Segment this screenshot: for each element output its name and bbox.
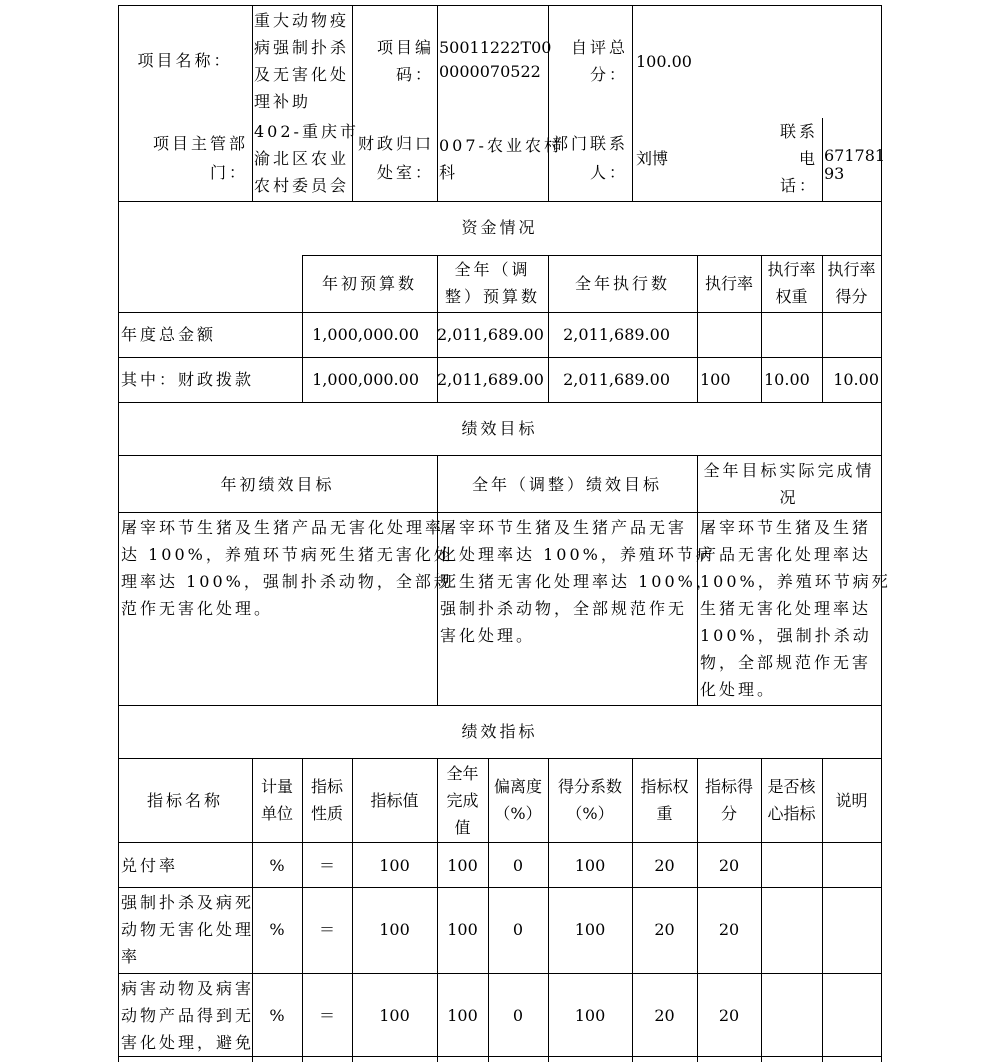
project-name-line-4: 理补助 — [254, 92, 312, 111]
funds-row-fiscal-weight: 10.00 — [764, 370, 810, 389]
goals-adjusted-line-5: 害化处理。 — [440, 626, 536, 645]
contact-label-line-2: 人： — [589, 163, 628, 182]
ind-header-unit-line-2: 单位 — [260, 804, 293, 823]
ind-header-name: 指标名称 — [146, 791, 223, 810]
project-name-line-1: 重大动物疫 — [254, 11, 350, 30]
ind-row-2-weight: 20 — [654, 920, 675, 939]
ind-row-1-value: 100 — [379, 856, 410, 875]
finance-label-line-1: 财政归口 — [357, 134, 434, 153]
ind-header-core-line-2: 心指标 — [767, 804, 816, 823]
self-score-label-line-2: 分： — [589, 65, 628, 84]
funds-header-rate-weight-line-2: 权重 — [775, 287, 808, 306]
finance-label-line-2: 处室： — [376, 163, 434, 182]
funds-header-adjusted-line-1: 全年（调 — [454, 260, 531, 279]
funds-header-executed: 全年执行数 — [574, 274, 670, 293]
ind-row-3-weight: 20 — [654, 1006, 675, 1025]
dept-label-line-2: 门： — [209, 163, 248, 182]
ind-header-deviation-line-1: 偏离度 — [493, 777, 542, 796]
goals-header-actual-line-2: 况 — [779, 488, 799, 507]
goals-initial-line-1: 屠宰环节生猪及生猪产品无害化处理率 — [121, 518, 445, 537]
project-name-line-3: 及无害化处 — [254, 65, 350, 84]
ind-header-coef-line-2: （%） — [566, 804, 614, 823]
ind-row-2-name-line-2: 动物无害化处理 — [121, 920, 255, 939]
funds-section-title: 资金情况 — [461, 218, 538, 237]
goals-actual-line-7: 化处理。 — [700, 680, 777, 699]
funds-header-adjusted-line-2: 整）预算数 — [444, 287, 540, 306]
phone-label-line-3: 话： — [779, 176, 818, 195]
goals-actual-line-6: 物，全部规范作无害 — [700, 653, 872, 672]
goals-initial-line-4: 范作无害化处理。 — [121, 599, 274, 618]
phone-line-1: 671781 — [824, 146, 886, 165]
goals-actual-line-3: 100%，养殖环节病死 — [700, 572, 891, 591]
ind-header-unit-line-1: 计量 — [260, 777, 293, 796]
ind-row-2-coef: 100 — [574, 920, 606, 939]
ind-row-1-unit: % — [269, 856, 285, 875]
goals-header-adjusted: 全年（调整）绩效目标 — [471, 475, 662, 494]
funds-row-fiscal-label: 其中：财政拨款 — [121, 370, 255, 389]
indicators-section-title: 绩效指标 — [461, 722, 538, 741]
ind-row-3-coef: 100 — [574, 1006, 606, 1025]
phone-line-2: 93 — [824, 164, 845, 183]
ind-row-1-coef: 100 — [574, 856, 606, 875]
contact-value: 刘博 — [636, 149, 669, 168]
project-code-line-1: 50011222T00 — [439, 38, 552, 57]
ind-row-2-score: 20 — [718, 920, 740, 939]
phone-label-line-1: 联系 — [779, 122, 818, 141]
ind-header-nature-line-2: 性质 — [310, 804, 343, 823]
ind-row-2-unit: % — [269, 920, 285, 939]
project-name-label: 项目名称： — [137, 51, 233, 70]
finance-line-2: 科 — [439, 163, 459, 182]
ind-row-3-unit: % — [269, 1006, 285, 1025]
goals-header-actual-line-1: 全年目标实际完成情 — [703, 461, 875, 480]
goals-adjusted-line-4: 强制扑杀动物，全部规范作无 — [440, 599, 688, 618]
goals-initial-line-2: 达 100%，养殖环节病死生猪无害化处 — [121, 545, 453, 564]
funds-header-rate-score-line-2: 得分 — [835, 287, 868, 306]
project-code-line-2: 0000070522 — [439, 62, 541, 81]
goals-adjusted-line-1: 屠宰环节生猪及生猪产品无害 — [440, 518, 688, 537]
ind-row-1-weight: 20 — [654, 856, 675, 875]
ind-row-3-name-line-3: 害化处理，避免 — [121, 1033, 255, 1052]
ind-row-2-nature: ＝ — [318, 920, 335, 939]
ind-row-3-name-line-1: 病害动物及病害 — [121, 979, 255, 998]
ind-row-3-nature: ＝ — [318, 1006, 335, 1025]
contact-label-line-1: 部门联系 — [551, 134, 628, 153]
ind-row-2-deviation: 0 — [512, 920, 524, 939]
ind-header-coef-line-1: 得分系数 — [557, 777, 622, 796]
goals-actual-line-2: 产品无害化处理率达 — [700, 545, 872, 564]
ind-row-3-score: 20 — [718, 1006, 740, 1025]
self-score-label-line-1: 自评总 — [570, 38, 628, 57]
ind-row-3-completed: 100 — [447, 1006, 478, 1025]
ind-row-3-value: 100 — [379, 1006, 410, 1025]
ind-header-weight-line-1: 指标权 — [640, 777, 689, 796]
funds-header-initial: 年初预算数 — [321, 274, 417, 293]
ind-row-2-name-line-1: 强制扑杀及病死 — [121, 893, 255, 912]
ind-row-1-deviation: 0 — [512, 856, 524, 875]
ind-header-completed-line-1: 全年 — [446, 764, 479, 783]
ind-header-weight-line-2: 重 — [656, 804, 673, 823]
ind-row-1-completed: 100 — [447, 856, 478, 875]
funds-row-total-label: 年度总金额 — [121, 325, 217, 344]
funds-row-fiscal-rate: 100 — [700, 370, 731, 389]
project-code-label-line-1: 项目编 — [376, 38, 434, 57]
funds-row-fiscal-initial: 1,000,000.00 — [312, 370, 419, 389]
dept-label-line-1: 项目主管部 — [152, 134, 248, 153]
funds-row-total-initial: 1,000,000.00 — [312, 325, 419, 344]
ind-row-2-value: 100 — [379, 920, 410, 939]
funds-row-total-executed: 2,011,689.00 — [563, 325, 670, 344]
goals-header-initial: 年初绩效目标 — [220, 475, 335, 494]
ind-row-2-name-line-3: 率 — [121, 947, 141, 966]
goals-adjusted-line-3: 死生猪无害化处理率达 100%， — [440, 572, 715, 591]
ind-header-core-line-1: 是否核 — [767, 777, 816, 796]
ind-row-1-score: 20 — [718, 856, 740, 875]
dept-line-3: 农村委员会 — [254, 176, 350, 195]
ind-row-1-name-line-1: 兑付率 — [121, 856, 179, 875]
project-code-label-line-2: 码： — [395, 65, 434, 84]
ind-header-note: 说明 — [835, 791, 868, 810]
ind-header-deviation-line-2: （%） — [494, 804, 542, 823]
self-score-value: 100.00 — [636, 52, 692, 71]
funds-row-fiscal-score: 10.00 — [833, 370, 879, 389]
goals-actual-line-4: 生猪无害化处理率达 — [700, 599, 872, 618]
ind-header-completed-line-2: 完成 — [446, 791, 479, 810]
ind-row-3-name-line-2: 动物产品得到无 — [121, 1006, 255, 1025]
funds-header-rate: 执行率 — [704, 274, 753, 293]
funds-row-fiscal-executed: 2,011,689.00 — [563, 370, 670, 389]
funds-header-rate-weight-line-1: 执行率 — [767, 260, 816, 279]
ind-row-3-deviation: 0 — [512, 1006, 524, 1025]
ind-header-completed-line-3: 值 — [454, 818, 471, 837]
funds-row-fiscal-adjusted: 2,011,689.00 — [437, 370, 544, 389]
dept-line-1: 402-重庆市 — [254, 122, 359, 141]
finance-line-1: 007-农业农村 — [439, 136, 563, 155]
funds-header-rate-score-line-1: 执行率 — [827, 260, 876, 279]
ind-header-score-line-2: 分 — [720, 804, 737, 823]
ind-header-score-line-1: 指标得 — [704, 777, 753, 796]
goals-initial-line-3: 理率达 100%，强制扑杀动物，全部规 — [121, 572, 453, 591]
goals-actual-line-5: 100%，强制扑杀动 — [700, 626, 872, 645]
ind-header-value: 指标值 — [370, 791, 419, 810]
funds-row-total-adjusted: 2,011,689.00 — [437, 325, 544, 344]
ind-row-2-completed: 100 — [447, 920, 478, 939]
goals-actual-line-1: 屠宰环节生猪及生猪 — [700, 518, 872, 537]
ind-row-1-nature: ＝ — [318, 856, 335, 875]
project-name-line-2: 病强制扑杀 — [254, 38, 350, 57]
goals-section-title: 绩效目标 — [461, 419, 538, 438]
dept-line-2: 渝北区农业 — [254, 149, 350, 168]
ind-header-nature-line-1: 指标 — [310, 777, 343, 796]
goals-adjusted-line-2: 化处理率达 100%，养殖环节病 — [440, 545, 715, 564]
phone-label-line-2: 电 — [798, 149, 818, 168]
